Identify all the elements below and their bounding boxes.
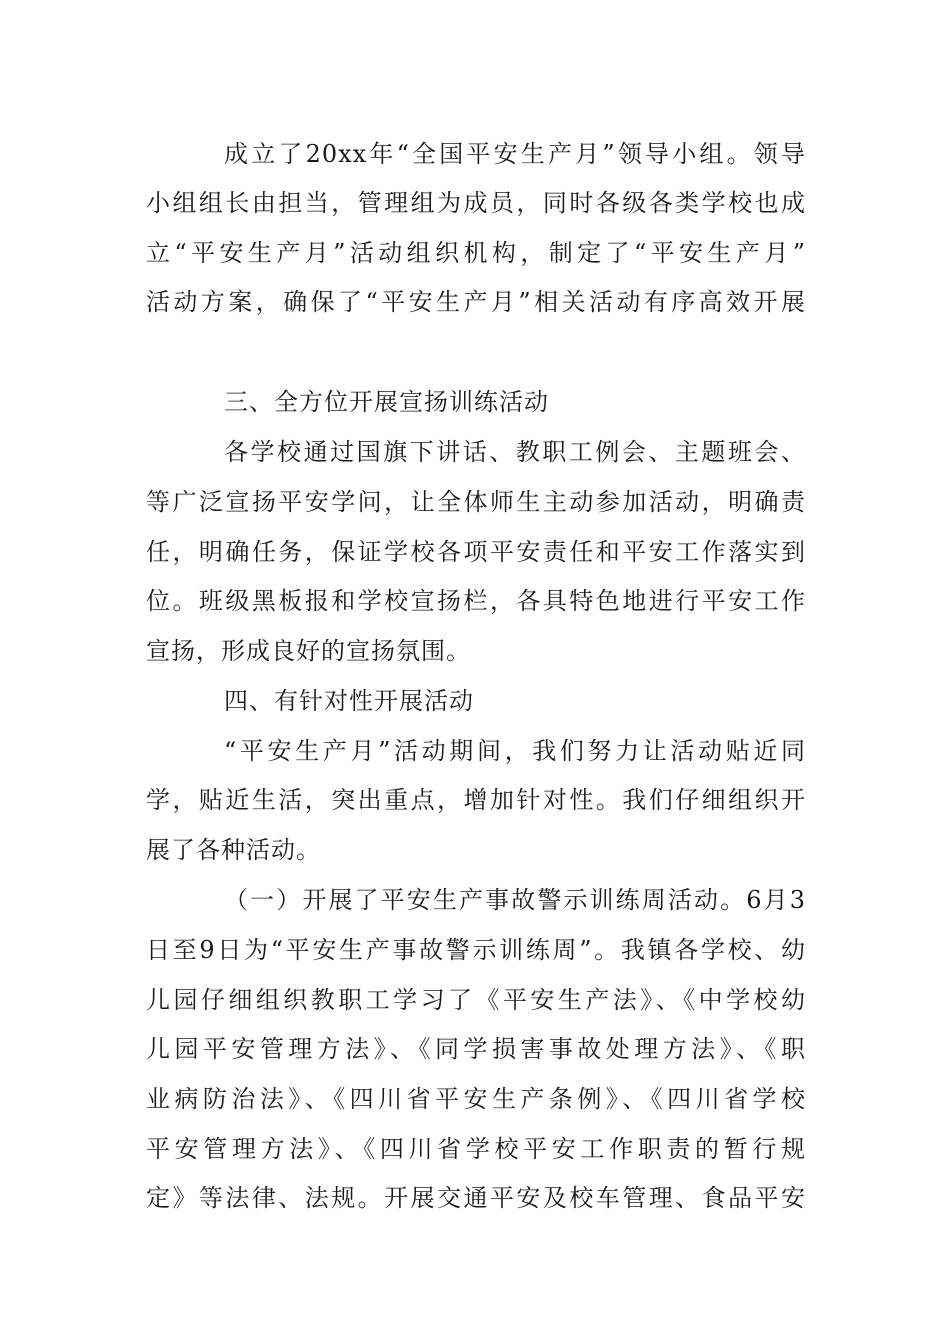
paragraph-line: 活动方案，确保了“平安生产月”相关活动有序高效开展: [146, 288, 806, 316]
section-heading: 四、有针对性开展活动: [224, 687, 474, 715]
paragraph-line: 平安管理方法》、《四川省学校平安工作职责的暂行规: [146, 1135, 806, 1163]
paragraph-line: 展了各种活动。: [146, 836, 321, 864]
paragraph-line: 儿园平安管理方法》、《同学损害事故处理方法》、《职: [146, 1035, 806, 1063]
paragraph-line: 儿园仔细组织教职工学习了《平安生产法》、《中学校幼: [146, 986, 806, 1014]
section-heading: 三、全方位开展宣扬训练活动: [224, 388, 549, 416]
paragraph-line: 小组组长由担当，管理组为成员，同时各级各类学校也成: [146, 189, 806, 217]
paragraph-line: 立“平安生产月”活动组织机构，制定了“平安生产月”: [146, 239, 806, 267]
paragraph-line: 各学校通过国旗下讲话、教职工例会、主题班会、: [224, 438, 806, 466]
paragraph-line: 任，明确任务，保证学校各项平安责任和平安工作落实到: [146, 538, 806, 566]
paragraph-line: 定》等法律、法规。开展交通平安及校车管理、食品平安: [146, 1184, 806, 1212]
paragraph-line: （一）开展了平安生产事故警示训练周活动。6月3: [224, 886, 806, 914]
paragraph-line: 成立了20xx年“全国平安生产月”领导小组。领导: [224, 140, 806, 168]
paragraph-line: 日至9日为“平安生产事故警示训练周”。我镇各学校、幼: [146, 936, 806, 964]
paragraph-line: 位。班级黑板报和学校宣扬栏，各具特色地进行平安工作: [146, 587, 806, 615]
paragraph-line: 学，贴近生活，突出重点，增加针对性。我们仔细组织开: [146, 786, 806, 814]
paragraph-line: “平安生产月”活动期间，我们努力让活动贴近同: [224, 737, 806, 765]
paragraph-line: 业病防治法》、《四川省平安生产条例》、《四川省学校: [146, 1085, 806, 1113]
paragraph-line: 宣扬，形成良好的宣扬氛围。: [146, 637, 471, 665]
paragraph-line: 等广泛宣扬平安学问，让全体师生主动参加活动，明确责: [146, 488, 806, 516]
